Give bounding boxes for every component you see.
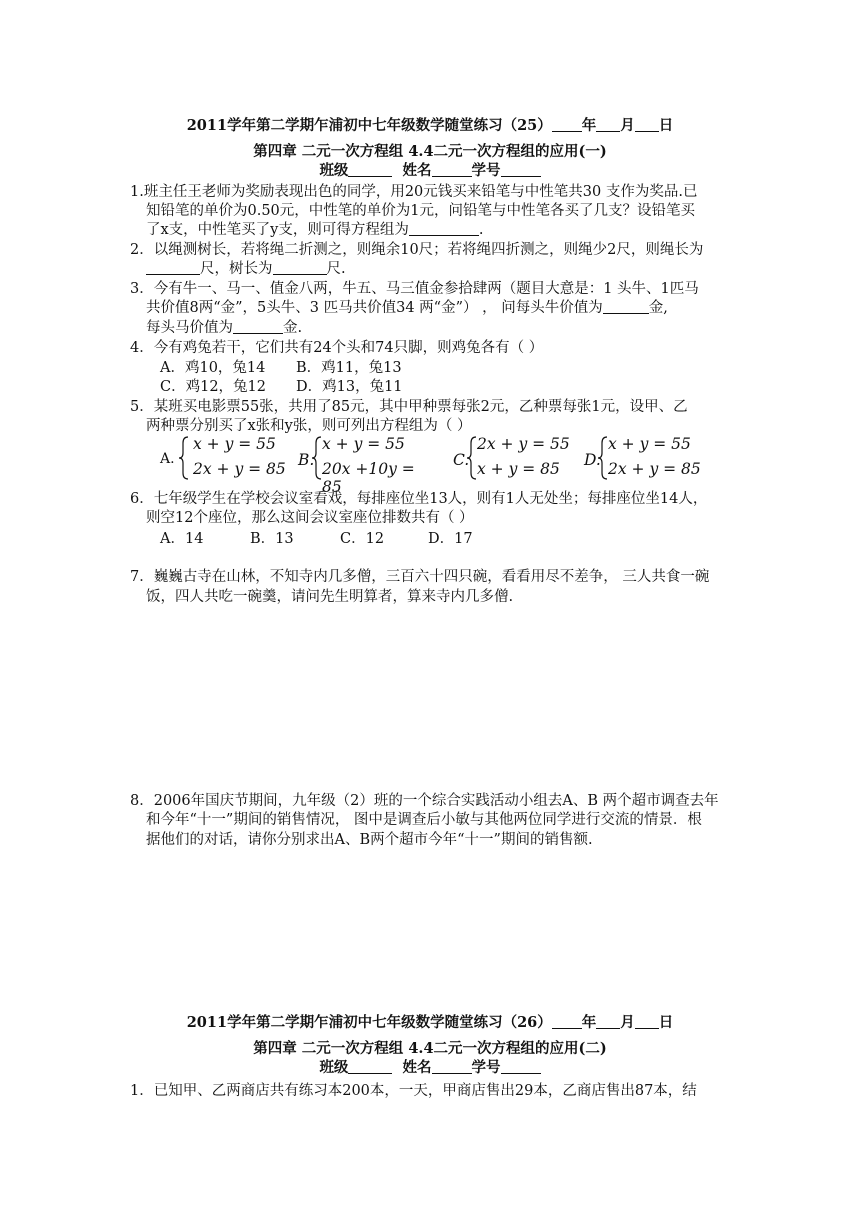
q8-line-3: 据他们的对话，请你分别求出A、B两个超市今年“十一”期间的销售额. [146,832,593,848]
month-label: 月 [620,1014,635,1031]
q5-a-eq1: x + y = 55 [193,435,276,453]
q4-option-d[interactable]: D．鸡13，兔11 [296,379,403,395]
class-label: 班级 [319,162,349,179]
q6-option-d[interactable]: D．17 [428,531,473,547]
year-label: 年 [581,117,597,134]
year-label: 年 [581,1014,597,1031]
tree-length-blank[interactable] [273,260,327,275]
q1-answer-blank[interactable] [409,221,479,236]
name-label: 姓名 [402,1059,432,1076]
id-label: 学号 [471,162,501,179]
q5-a-eq2: 2x + y = 85 [193,460,286,478]
q6-option-a[interactable]: A．14 [160,531,204,547]
brace-icon [312,435,322,481]
q1-line-1: 1.班主任王老师为奖励表现出色的同学，用20元钱买来铅笔与中性笔共30 支作为奖品.已 [130,184,698,200]
cow-price-blank[interactable] [603,299,649,314]
q5-b-eq1: x + y = 55 [322,435,405,453]
day-label: 日 [658,1014,674,1031]
q5-c-eq1: 2x + y = 55 [477,435,570,453]
title-text: 2011学年第二学期乍浦初中七年级数学随堂练习（26） [186,1014,552,1031]
q3-line-1: 3．今有牛一、马一、值金八两，牛五、马三值金参拾肆两（题目大意是：1 头牛、1匹马 [130,281,699,297]
q8-line-1: 8．2006年国庆节期间，九年级（2）班的一个综合实践活动小组去A、B 两个超市调查去年 [130,793,719,809]
worksheet-title-26 [0,1011,860,1032]
q8-line-2: 和今年“十一”期间的销售情况， 图中是调查后小敏与其他两位同学进行交流的情景．根 [146,812,702,828]
day-label: 日 [658,117,674,134]
q7-line-2: 饭，四人共吃一碗羹，请问先生明算者，算来寺内几多僧. [146,589,514,605]
q7-line-1: 7．巍巍古寺在山林，不知寺内几多僧，三百六十四只碗，看看用尽不差争， 三人共食一碗 [130,569,710,585]
q1-line-3: 了x支，中性笔买了y支，则可得方程组为 . [146,222,484,238]
q5-line-1: 5．某班买电影票55张，共用了85元，其中甲种票每张2元，乙种票每张1元，设甲、乙 [130,399,688,415]
chapter-heading-2: 第四章 二元一次方程组 4.4二元一次方程组的应用(二) [253,1040,607,1057]
brace-icon [179,435,189,481]
horse-price-blank[interactable] [233,319,283,334]
q6-line-1: 6．七年级学生在学校会议室看戏，每排座位坐13人，则有1人无处坐；每排座位坐14人， [130,491,708,507]
brace-icon [467,435,477,481]
q4-option-c[interactable]: C．鸡12，兔12 [160,379,266,395]
q5-option-a[interactable]: A. x + y = 55 2x + y = 85 [160,435,290,481]
q6-option-c[interactable]: C．12 [340,531,385,547]
q3-line-3: 每头马价值为 金. [146,320,303,336]
q2-line-2: 尺，树长为 尺. [146,257,346,278]
title-text: 2011学年第二学期乍浦初中七年级数学随堂练习（25） [186,117,552,134]
sheet2-q1-line-1: 1．已知甲、乙两商店共有练习本200本，一天，甲商店售出29本，乙商店售出87本，结 [130,1083,697,1099]
q5-line-2: 两种票分别买了x张和y张，则可列出方程组为（ ） [146,418,472,434]
brace-icon [598,435,608,481]
chapter-heading-1: 第四章 二元一次方程组 4.4二元一次方程组的应用(一) [253,143,607,160]
q4-question: 4．今有鸡兔若干，它们共有24个头和74只脚，则鸡兔各有（ ） [130,340,544,356]
q5-b-eq2: 20x +10y = 85 [322,460,415,496]
month-label: 月 [620,117,635,134]
q5-option-c[interactable]: C. 2x + y = 55 x + y = 85 [453,435,583,481]
q5-c-eq2: x + y = 85 [477,460,560,478]
q1-line-2: 知铅笔的单价为0.50元，中性笔的单价为1元，问铅笔与中性笔各买了几支？设铅笔买 [146,203,696,219]
q4-option-a[interactable]: A．鸡10，兔14 [160,360,266,376]
name-label: 姓名 [402,162,432,179]
student-info-line-1 [0,159,860,180]
worksheet-title-25 [0,114,860,135]
q5-option-b[interactable]: B. x + y = 55 20x +10y = 85 [298,435,438,481]
q6-line-2: 则空12个座位，那么这间会议室座位排数共有（ ） [146,510,474,526]
student-info-line-2 [0,1056,860,1077]
id-label: 学号 [471,1059,501,1076]
class-label: 班级 [319,1059,349,1076]
q6-option-b[interactable]: B．13 [250,531,294,547]
q5-option-d[interactable]: D. x + y = 55 2x + y = 85 [584,435,714,481]
q3-line-2: 共价值8两“金”，5头牛、3 匹马共价值34 两“金”） ， 问每头牛价值为 金, [146,300,668,316]
q5-d-eq2: 2x + y = 85 [608,460,701,478]
q2-line-1: 2．以绳测树长，若将绳二折测之，则绳余10尺；若将绳四折测之，则绳少2尺，则绳长为 [130,242,704,258]
q5-d-eq1: x + y = 55 [608,435,691,453]
rope-length-blank[interactable] [146,260,200,275]
q4-option-b[interactable]: B．鸡11，兔13 [296,360,402,376]
